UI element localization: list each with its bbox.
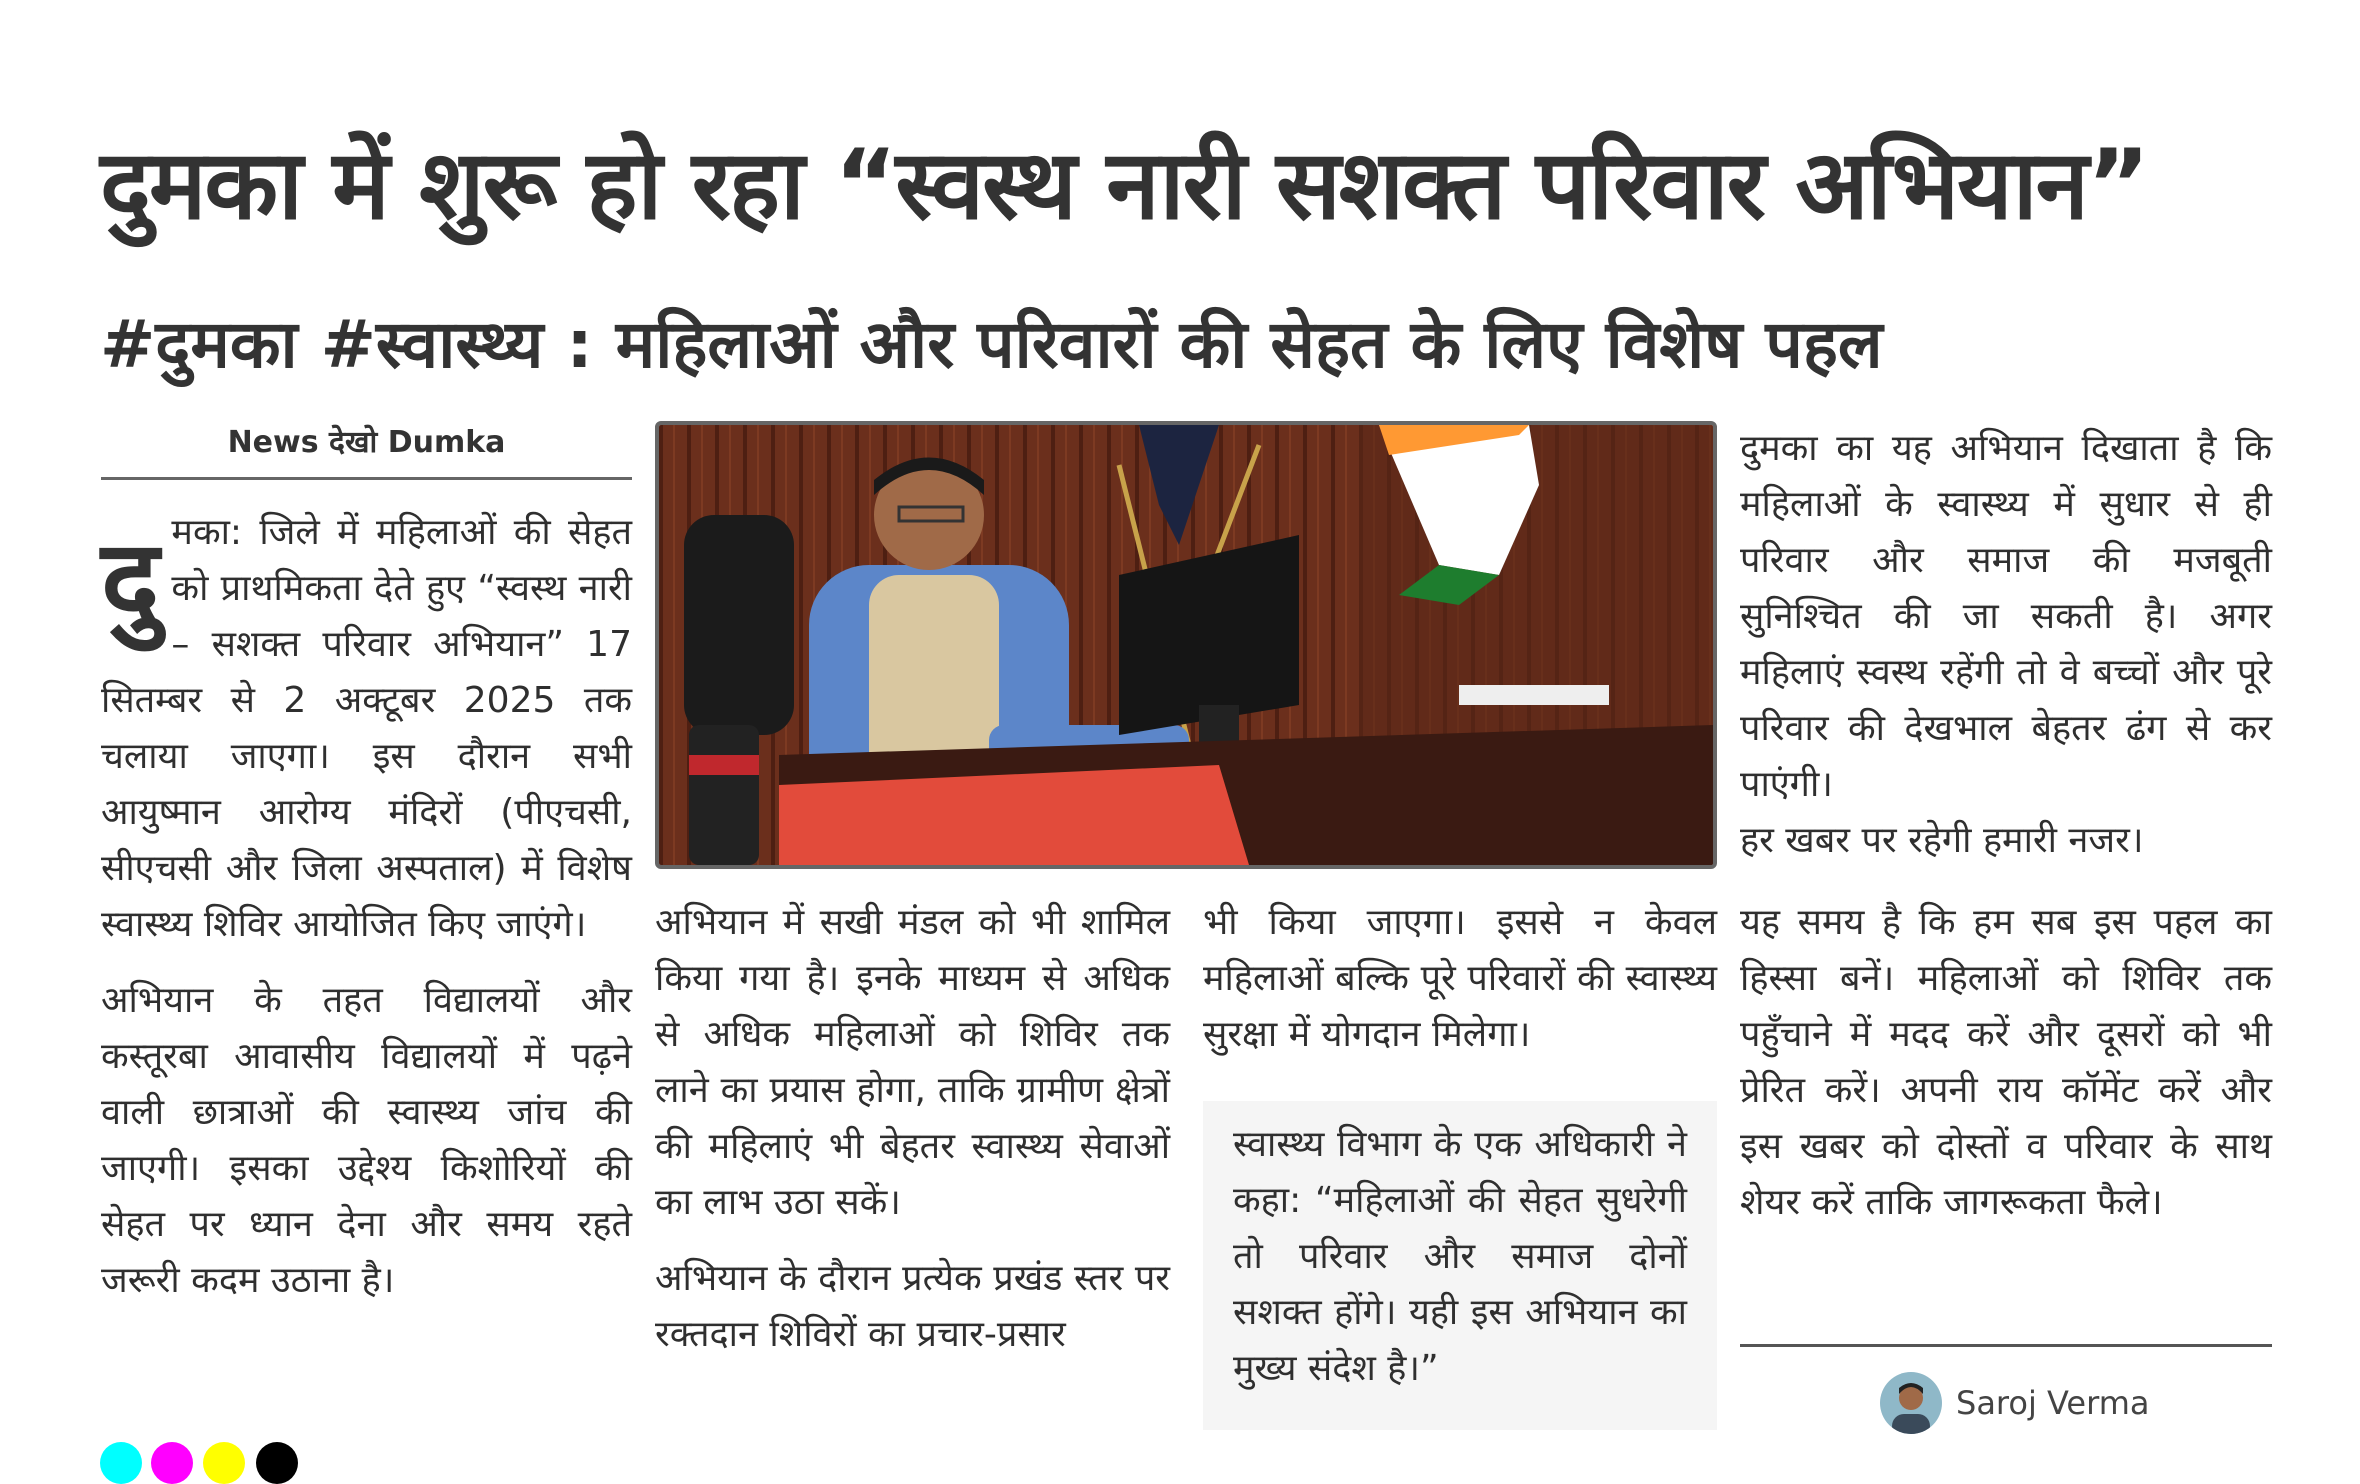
author-avatar	[1880, 1372, 1942, 1434]
article-column-4	[1740, 421, 2272, 869]
paragraph: अभियान के तहत विद्यालयों और कस्तूरबा आवासीय विद्यालयों में पढ़ने वाली छात्राओं की स्वास्थ्य जांच की जाएगी। इसका उद्देश्य किशोरियों की सेहत पर ध्यान देना और समय रहते जरूरी कदम उठाना है।	[101, 980, 632, 1301]
paragraph-text: मका: जिले में महिलाओं की सेहत को प्राथमिकता देते हुए “स्वस्थ नारी – सशक्त परिवार अभियान” 17 सितम्बर से 2 अक्टूबर 2025 तक चलाया जाएगा। इस दौरान सभी आयुष्मान आरोग्य मंदिरों (पीएचसी, सीएचसी और जिला अस्पताल) में विशेष स्वास्थ्य शिविर आयोजित किए जाएंगे।	[101, 512, 632, 945]
author-credit	[1880, 1372, 2149, 1434]
article-column-3	[1203, 895, 1717, 1083]
subheadline: #दुमका #स्वास्थ्य : महिलाओं और परिवारों की सेहत के लिए विशेष पहल	[100, 306, 1883, 383]
headline: दुमका में शुरू हो रहा “स्वस्थ नारी सशक्त परिवार अभियान”	[100, 129, 2148, 241]
paragraph: अभियान के दौरान प्रत्येक प्रखंड स्तर पर रक्तदान शिविरों का प्रचार-प्रसार	[655, 1258, 1170, 1355]
article-column-4-continued	[1740, 895, 2272, 1251]
byline: News देखो Dumka	[227, 425, 506, 460]
paragraph	[101, 505, 632, 953]
drop-cap: दु	[101, 516, 160, 644]
paragraph: दुमका का यह अभियान दिखाता है कि महिलाओं के स्वास्थ्य में सुधार से ही परिवार और समाज की मजबूती सुनिश्चित की जा सकती है। अगर महिलाएं स्वस्थ रहेंगी तो वे बच्चों और पूरे परिवार की देखभाल बेहतर ढंग से कर पाएंगी।	[1740, 428, 2272, 805]
article-column-2	[655, 895, 1170, 1383]
article-photo	[655, 421, 1717, 869]
byline-divider	[101, 477, 632, 480]
tagline: हर खबर पर रहेगी हमारी नजर।	[1740, 820, 2144, 861]
author-divider	[1740, 1344, 2272, 1347]
pull-quote: स्वास्थ्य विभाग के एक अधिकारी ने कहा: “महिलाओं की सेहत सुधरेगी तो परिवार और समाज दोनों सशक्त होंगे। यही इस अभियान का मुख्य संदेश है।”	[1203, 1101, 1717, 1430]
paragraph: भी किया जाएगा। इससे न केवल महिलाओं बल्कि पूरे परिवारों की स्वास्थ्य सुरक्षा में योगदान मिलेगा।	[1203, 902, 1717, 1055]
author-name: Saroj Verma	[1956, 1384, 2150, 1422]
article-column-1	[101, 505, 632, 1329]
paragraph: यह समय है कि हम सब इस पहल का हिस्सा बनें। महिलाओं को शिविर तक पहुँचाने में मदद करें और दूसरों को भी प्रेरित करें। अपनी राय कॉमेंट करें और इस खबर को दोस्तों व परिवार के साथ शेयर करें ताकि जागरूकता फैले।	[1740, 902, 2272, 1223]
paragraph: अभियान में सखी मंडल को भी शामिल किया गया है। इनके माध्यम से अधिक से अधिक महिलाओं को शिविर तक लाने का प्रयास होगा, ताकि ग्रामीण क्षेत्रों की महिलाएं भी बेहतर स्वास्थ्य सेवाओं का लाभ उठा सकें।	[655, 902, 1170, 1223]
